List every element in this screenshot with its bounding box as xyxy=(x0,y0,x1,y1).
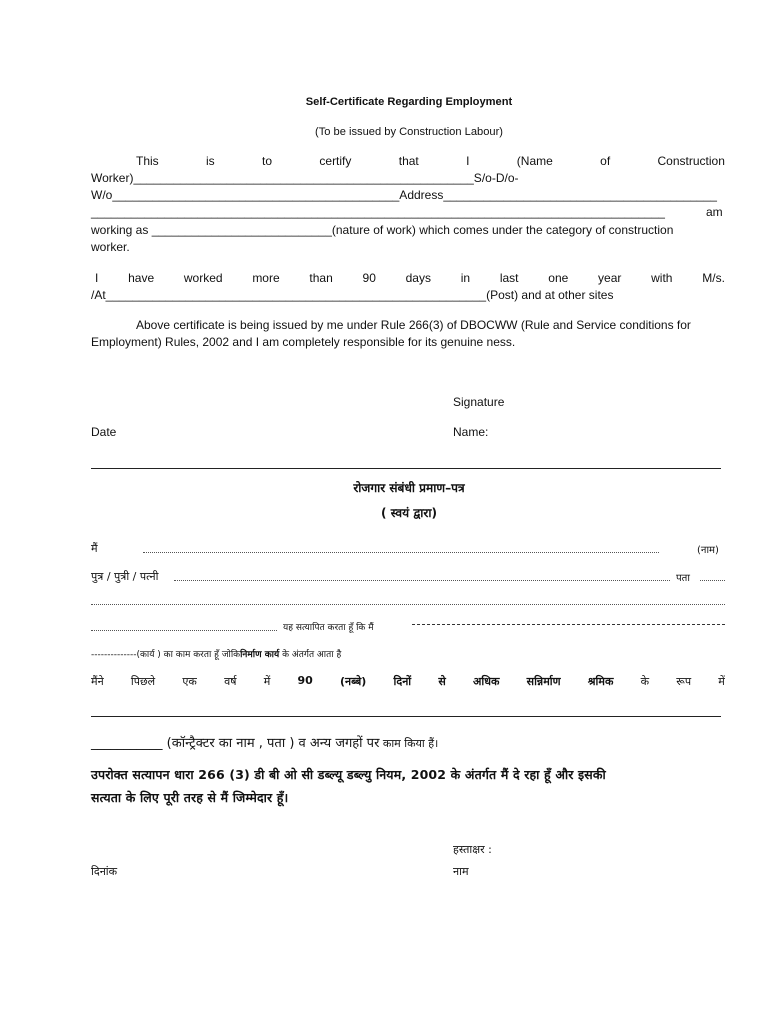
word: in xyxy=(460,271,471,285)
word: have xyxy=(128,271,155,285)
work-nature-tail: के अंतर्गत आता है xyxy=(279,650,342,660)
section-divider xyxy=(91,468,721,469)
word: मैंने xyxy=(91,675,104,688)
contractor-blank-line xyxy=(91,716,721,717)
hindi-name-label: (नाम) xyxy=(697,545,719,556)
work-nature-text: --------------(कार्य ) का काम करता हूँ जोकि xyxy=(91,650,241,660)
hindi-name-field-label: नाम xyxy=(453,865,469,878)
word: श्रमिक xyxy=(587,675,614,688)
address-label: पता xyxy=(676,573,690,584)
hindi-rule-paragraph-line1: उपरोक्त सत्यापन धारा 266 (3) डी बी ओ सी डब्ल्यू डब्ल्यु नियम, 2002 के अंतर्गत मैं दे रहा हूँ और इसकी xyxy=(91,767,606,782)
worker-word: worker. xyxy=(91,240,130,254)
word: में xyxy=(718,675,725,688)
word: एक xyxy=(182,675,197,688)
word: Construction xyxy=(657,154,725,168)
word: में xyxy=(263,675,271,688)
relation-blank xyxy=(174,569,670,581)
word: days xyxy=(405,271,431,285)
address-continuation-blank xyxy=(91,594,725,605)
name-label: Name: xyxy=(453,425,489,439)
work-nature-line xyxy=(91,647,341,660)
word: (Name xyxy=(516,154,553,168)
name-blank xyxy=(143,541,659,553)
relation-label: पुत्र / पुत्री / पत्नी xyxy=(91,570,159,583)
word: रूप xyxy=(676,675,692,688)
contractor-blank: ___________ xyxy=(91,736,163,751)
word: more xyxy=(252,271,280,285)
hindi-rule-paragraph-line2: सत्यता के लिए पूरी तरह से मैं जिम्मेदार हूँ। xyxy=(91,790,289,805)
word: with xyxy=(651,271,673,285)
word: I xyxy=(95,271,99,285)
word: 90 xyxy=(362,271,376,285)
word: worked xyxy=(183,271,223,285)
word: से xyxy=(438,675,446,688)
rule-paragraph-line2: Employment) Rules, 2002 and I am completely responsible for its genuine ness. xyxy=(91,335,516,349)
word: one xyxy=(548,271,569,285)
certify-line xyxy=(91,153,725,169)
word: दिनों xyxy=(393,675,412,688)
word: to xyxy=(262,154,273,168)
hindi-worked-days-line xyxy=(91,674,725,689)
hindi-signature-label: हस्ताक्षर : xyxy=(453,843,492,856)
verify-text: यह सत्यापित करता हूँ कि मैं xyxy=(283,623,374,633)
signature-label: Signature xyxy=(453,395,505,409)
date-label: Date xyxy=(91,425,117,439)
at-post-line: /At_________________________________________________________(Post) and at other sites xyxy=(91,288,614,302)
worker-line: Worker)___________________________________________________S/o-D/o- xyxy=(91,171,519,185)
english-subtitle: (To be issued by Construction Labour) xyxy=(315,126,503,138)
english-title: Self-Certificate Regarding Employment xyxy=(305,96,513,108)
word: के xyxy=(640,675,650,688)
word: that xyxy=(398,154,419,168)
hindi-date-label: दिनांक xyxy=(91,865,118,878)
address-blank xyxy=(700,570,725,581)
working-as-line: working as ___________________________(nature of work) which comes under the category of construction xyxy=(91,223,674,237)
word: वर्ष xyxy=(224,675,237,688)
address-blank-line: ______________________________________________________________________________________ xyxy=(91,205,665,219)
contractor-text: (कॉन्ट्रैक्टर का नाम , पता ) व अन्य जगहों पर xyxy=(166,736,380,751)
pre-verify-blank xyxy=(91,620,277,631)
word: certify xyxy=(319,154,352,168)
construction-work-text: निर्माण कार्य xyxy=(240,650,280,660)
hindi-main-label: मैं xyxy=(91,542,98,555)
am-word: am xyxy=(706,205,723,219)
word: पिछले xyxy=(130,675,156,688)
word: This xyxy=(136,154,159,168)
word: सन्निर्माण xyxy=(526,675,561,688)
word: अधिक xyxy=(472,675,500,688)
contractor-line xyxy=(91,733,438,751)
word: (नब्बे) xyxy=(340,675,367,688)
hindi-title: रोजगार संबंधी प्रमाण–पत्र xyxy=(353,481,465,495)
worked-days-line xyxy=(91,270,725,286)
word: year xyxy=(598,271,622,285)
word: than xyxy=(309,271,333,285)
word: 90 xyxy=(297,674,313,687)
hindi-subtitle: ( स्वयं द्वारा) xyxy=(381,506,437,520)
work-blank xyxy=(412,624,725,625)
word: of xyxy=(600,154,611,168)
word: last xyxy=(499,271,519,285)
word: is xyxy=(206,154,215,168)
word: I xyxy=(466,154,470,168)
wo-address-line: W/o___________________________________________Address_________________________________________ xyxy=(91,188,717,202)
contractor-tail: काम किया हैं। xyxy=(379,737,439,750)
word: M/s. xyxy=(702,271,725,285)
rule-paragraph-line1: Above certificate is being issued by me under Rule 266(3) of DBOCWW (Rule and Service conditions for xyxy=(136,318,691,332)
